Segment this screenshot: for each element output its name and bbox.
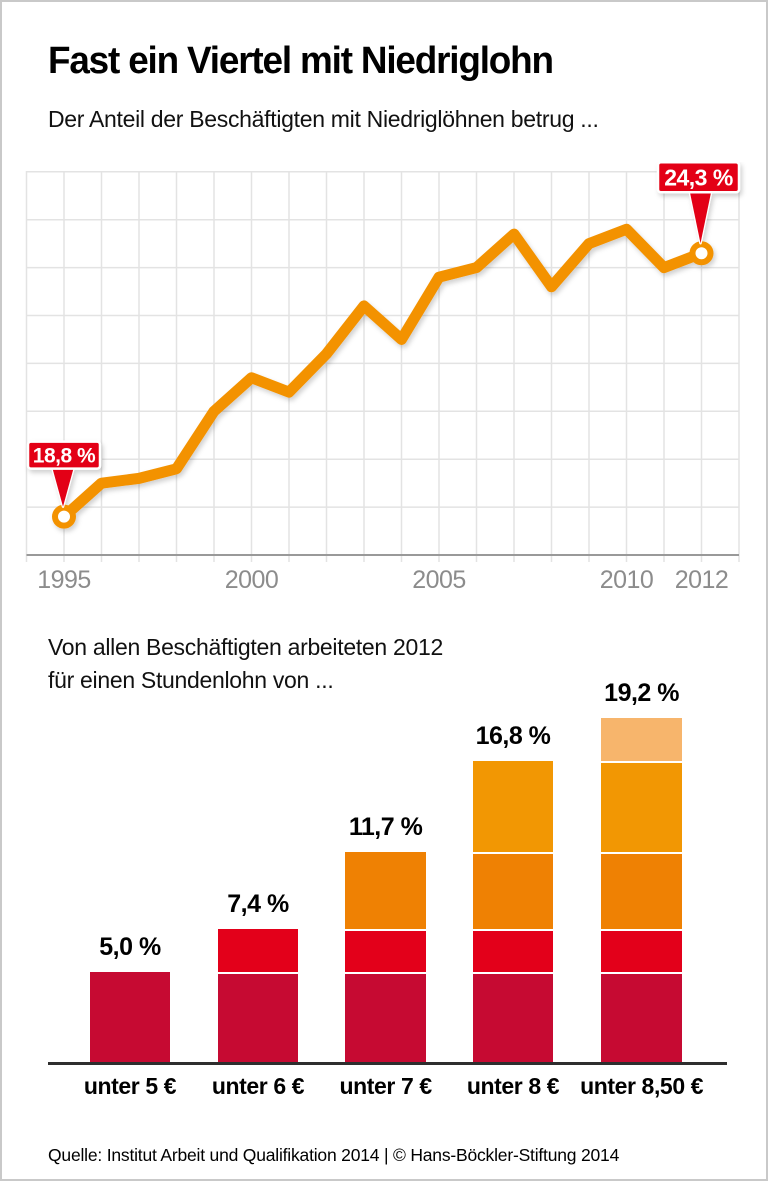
bar-category-label: unter 7 € — [339, 1073, 432, 1099]
source-credit: Quelle: Institut Arbeit und Qualifikation 2014 | © Hans-Böckler-Stiftung 2014 — [48, 1145, 620, 1165]
bar-chart-intro — [48, 631, 443, 697]
page-title: Fast ein Viertel mit Niedriglohn — [48, 40, 553, 82]
bar-value-label: 5,0 % — [99, 933, 161, 962]
bar-category-label: unter 8 € — [466, 1073, 560, 1099]
bar-4 — [473, 761, 554, 1062]
low-wage-share-line — [64, 229, 702, 516]
bar-segment — [473, 761, 554, 852]
bar-category-label: unter 6 € — [211, 1073, 305, 1099]
bar-segment — [218, 929, 299, 972]
bar-segment — [601, 718, 682, 761]
bar-chart-baseline — [48, 1062, 727, 1065]
badge-pointer — [52, 467, 74, 507]
bar-value-label: 16,8 % — [475, 721, 551, 750]
badge-label: 24,3 % — [664, 164, 733, 191]
x-tick-label: 2012 — [674, 566, 729, 594]
bar-value-label: 11,7 % — [348, 813, 423, 842]
value-badge — [658, 162, 739, 243]
bar-segment — [345, 929, 426, 972]
line-chart-subtitle: Der Anteil der Beschäftigten mit Niedriglöhnen betrug ... — [48, 106, 599, 132]
low-wage-share-line-chart — [2, 162, 768, 622]
bar-5 — [601, 718, 682, 1062]
bar-chart-intro-line1: Von allen Beschäftigten arbeiteten 2012 — [48, 634, 443, 660]
bar-segment — [473, 929, 554, 972]
x-tick-label: 2000 — [224, 566, 279, 594]
bar-1 — [90, 972, 171, 1062]
bar-segment — [345, 972, 426, 1062]
bar-category-label: unter 5 € — [83, 1073, 177, 1099]
bar-segment — [90, 972, 171, 1062]
data-point-marker — [693, 244, 711, 262]
bar-chart-intro-line2: für einen Stundenlohn von ... — [48, 667, 334, 693]
badge-pointer — [690, 190, 712, 243]
bar-segment — [218, 972, 299, 1062]
bar-segment — [345, 852, 426, 929]
bar-segment — [601, 761, 682, 852]
x-tick-label: 1995 — [37, 566, 91, 594]
x-tick-label: 2010 — [599, 566, 654, 594]
bar-value-label: 7,4 % — [227, 890, 289, 919]
bar-segment — [473, 972, 554, 1062]
bar-segment — [601, 929, 682, 972]
bar-category-label: unter 8,50 € — [580, 1073, 704, 1099]
bar-segment — [601, 972, 682, 1062]
bar-3 — [345, 852, 426, 1062]
bar-segment — [601, 852, 682, 929]
bar-value-label: 19,2 % — [604, 678, 680, 707]
bar-segment — [473, 852, 554, 929]
bar-2 — [218, 929, 299, 1062]
x-tick-label: 2005 — [412, 566, 466, 594]
badge-label: 18,8 % — [32, 444, 96, 468]
data-point-marker — [55, 508, 73, 526]
